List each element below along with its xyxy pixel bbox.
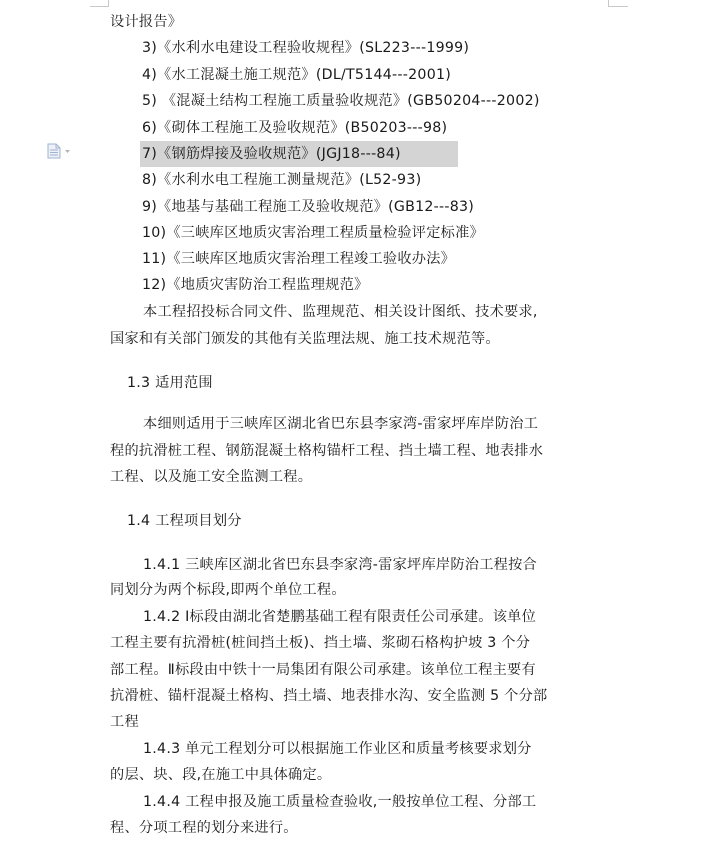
reference-item: 10)《三峡库区地质灾害治理工程质量检验评定标准》	[142, 225, 484, 241]
chevron-down-icon	[65, 150, 70, 153]
reference-item: 3)《水利水电建设工程验收规程》(SL223---1999)	[142, 40, 470, 56]
reference-item: 4)《水工混凝土施工规范》(DL/T5144---2001)	[142, 67, 452, 83]
section-heading: 1.4 工程项目划分	[127, 513, 242, 529]
paragraph-line: 程、分项工程的划分来进行。	[110, 820, 298, 836]
paragraph-line: 1.4.3 单元工程划分可以根据施工作业区和质量考核要求划分	[143, 741, 532, 757]
reference-item: 5) 《混凝土结构工程施工质量验收规范》(GB50204---2002)	[142, 93, 540, 109]
paragraph-line: 1.4.4 工程申报及施工质量检查验收,一般按单位工程、分部工	[143, 794, 537, 810]
section-heading: 1.3 适用范围	[127, 375, 213, 391]
paragraph-line: 本细则适用于三峡库区湖北省巴东县李家湾-雷家坪库岸防治工	[143, 416, 539, 432]
paragraph-line: 程的抗滑桩工程、钢筋混凝土格构锚杆工程、挡土墙工程、地表排水	[110, 443, 544, 459]
paragraph-line: 抗滑桩、锚杆混凝土格构、挡土墙、地表排水沟、安全监测 5 个分部	[110, 688, 548, 704]
paragraph-line: 的层、块、段,在施工中具体确定。	[110, 767, 332, 783]
paragraph-line: 1.4.2 Ⅰ标段由湖北省楚鹏基础工程有限责任公司承建。该单位	[143, 609, 537, 625]
paragraph-line: 工程	[110, 714, 139, 730]
paragraph-line: 1.4.1 三峡库区湖北省巴东县李家湾-雷家坪库岸防治工程按合	[143, 557, 537, 573]
paragraph-line: 同划分为两个标段,即两个单位工程。	[110, 582, 346, 598]
paragraph-line: 工程主要有抗滑桩(桩间挡土板)、挡土墙、浆砌石格构护坡 3 个分	[110, 635, 531, 651]
reference-item-selected[interactable]	[142, 141, 458, 167]
reference-item: 6)《砌体工程施工及验收规范》(B50203---98)	[142, 120, 448, 136]
document-icon[interactable]	[46, 143, 76, 159]
paragraph-line: 部工程。Ⅱ标段由中铁十一局集团有限公司承建。该单位工程主要有	[110, 662, 536, 678]
paragraph-line: 本工程招投标合同文件、监理规范、相关设计图纸、技术要求,	[143, 304, 538, 320]
crop-mark-top-right-v	[608, 0, 609, 7]
crop-mark-top-right	[608, 6, 628, 7]
reference-item: 8)《水利水电工程施工测量规范》(L52-93)	[142, 172, 422, 188]
selection-highlight[interactable]: 7)《钢筋焊接及验收规范》(JGJ18---84)	[140, 141, 458, 167]
crop-mark-top-left	[90, 6, 108, 7]
text-line: 设计报告》	[110, 14, 183, 30]
reference-item: 11)《三峡库区地质灾害治理工程竣工验收办法》	[142, 251, 456, 267]
paragraph-line: 国家和有关部门颁发的其他有关监理法规、施工技术规范等。	[110, 331, 500, 347]
paragraph-line: 工程、以及施工安全监测工程。	[110, 469, 313, 485]
reference-item: 9)《地基与基础工程施工及验收规范》(GB12---83)	[142, 199, 475, 215]
crop-mark-top-left-v	[108, 0, 109, 7]
reference-item: 12)《地质灾害防治工程监理规范》	[142, 277, 369, 293]
